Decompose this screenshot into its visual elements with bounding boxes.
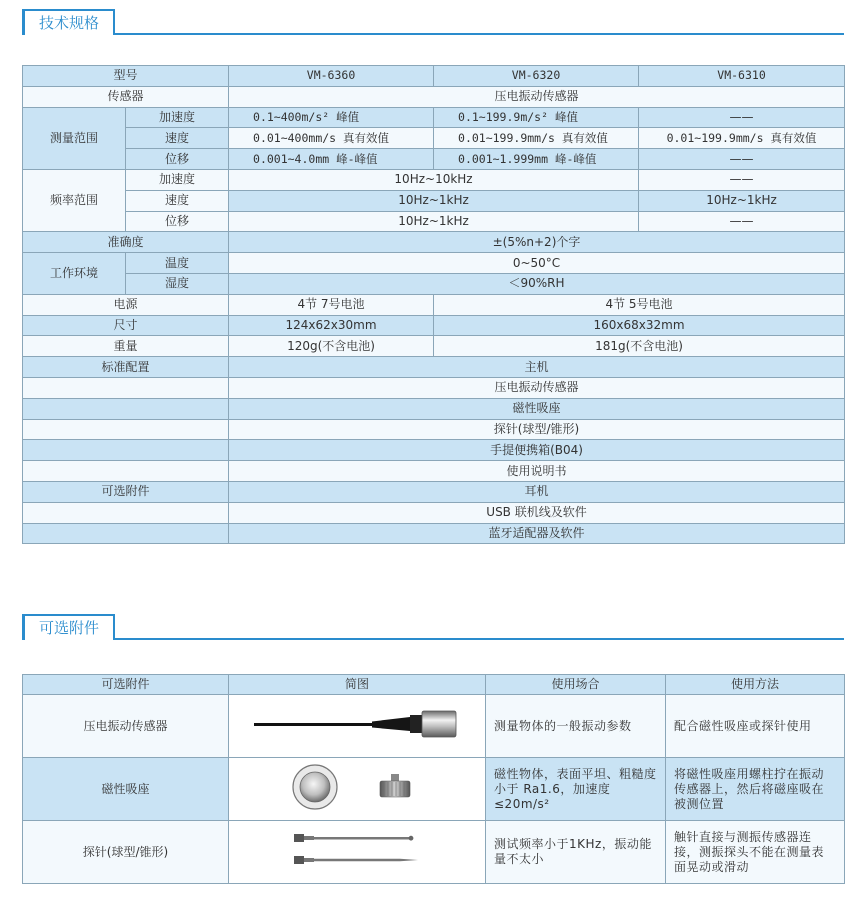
table-row — [23, 211, 845, 232]
column-header: 使用场合 — [486, 675, 666, 695]
table-row — [23, 107, 845, 128]
empty-cell — [23, 440, 229, 461]
table-row — [23, 66, 845, 87]
size-value: 160x68x32mm — [434, 315, 845, 336]
freq-displacement-value: —— — [639, 211, 845, 232]
measure-accel-value: —— — [639, 107, 845, 128]
table-row — [23, 336, 845, 357]
temperature-label: 温度 — [126, 253, 229, 274]
freq-velocity-value: 10Hz~1kHz — [229, 190, 639, 211]
measure-displacement-value: 0.001~1.999mm 峰-峰值 — [434, 149, 639, 170]
optional-item: 蓝牙适配器及软件 — [229, 523, 845, 544]
probe-icon — [292, 828, 422, 872]
freq-range-label: 频率范围 — [23, 169, 126, 231]
measure-velocity-value: 0.01~400mm/s 真有效值 — [229, 128, 434, 149]
table-row — [23, 315, 845, 336]
accessories-section-header — [22, 614, 844, 640]
accel-label: 加速度 — [126, 169, 229, 190]
accessory-usage: 磁性物体，表面平坦、粗糙度小于 Ra1.6，加速度≤20m/s² — [486, 758, 666, 821]
weight-label: 重量 — [23, 336, 229, 357]
measure-displacement-value: 0.001~4.0mm 峰-峰值 — [229, 149, 434, 170]
table-row — [23, 149, 845, 170]
table-row — [23, 232, 845, 253]
velocity-label: 速度 — [126, 190, 229, 211]
empty-cell — [23, 523, 229, 544]
table-row — [23, 357, 845, 378]
power-value: 4节 7号电池 — [229, 294, 434, 315]
table-row — [23, 821, 845, 884]
spec-section-header — [22, 9, 844, 35]
table-row — [23, 523, 845, 544]
weight-value: 181g(不含电池) — [434, 336, 845, 357]
displacement-label: 位移 — [126, 211, 229, 232]
model-name: VM-6360 — [229, 66, 434, 87]
freq-accel-value: 10Hz~10kHz — [229, 169, 639, 190]
table-row — [23, 294, 845, 315]
sensor-label: 传感器 — [23, 86, 229, 107]
table-row — [23, 419, 845, 440]
power-label: 电源 — [23, 294, 229, 315]
size-label: 尺寸 — [23, 315, 229, 336]
model-label: 型号 — [23, 66, 229, 87]
measure-velocity-value: 0.01~199.9mm/s 真有效值 — [639, 128, 845, 149]
column-header: 简图 — [229, 675, 486, 695]
standard-item: 主机 — [229, 357, 845, 378]
optional-item: USB 联机线及软件 — [229, 502, 845, 523]
standard-item: 磁性吸座 — [229, 398, 845, 419]
accessory-method: 配合磁性吸座或探针使用 — [666, 695, 845, 758]
freq-accel-value: —— — [639, 169, 845, 190]
spec-table — [22, 65, 845, 544]
empty-cell — [23, 502, 229, 523]
humidity-value: ＜90%RH — [229, 273, 845, 294]
standard-item: 使用说明书 — [229, 461, 845, 482]
vibration-sensor-icon — [252, 707, 462, 741]
temperature-value: 0~50°C — [229, 253, 845, 274]
humidity-label: 湿度 — [126, 273, 229, 294]
displacement-label: 位移 — [126, 149, 229, 170]
sensor-value: 压电振动传感器 — [229, 86, 845, 107]
accessory-picture-cell — [229, 695, 486, 758]
optional-item: 耳机 — [229, 481, 845, 502]
accessory-method: 触针直接与测振传感器连接，测振探头不能在测量表面晃动或滑动 — [666, 821, 845, 884]
measure-accel-value: 0.1~199.9m/s² 峰值 — [434, 107, 639, 128]
spec-section-title: 技术规格 — [22, 9, 115, 35]
table-row — [23, 440, 845, 461]
accuracy-label: 准确度 — [23, 232, 229, 253]
table-row — [23, 481, 845, 502]
table-row — [23, 461, 845, 482]
measure-accel-value: 0.1~400m/s² 峰值 — [229, 107, 434, 128]
standard-config-label: 标准配置 — [23, 357, 229, 378]
table-row — [23, 253, 845, 274]
spec-section-divider — [22, 33, 844, 35]
table-row — [23, 758, 845, 821]
accessory-name: 磁性吸座 — [23, 758, 229, 821]
table-row — [23, 128, 845, 149]
velocity-label: 速度 — [126, 128, 229, 149]
accessory-usage: 测试频率小于1KHz，振动能量不太小 — [486, 821, 666, 884]
accessory-method: 将磁性吸座用螺柱拧在振动传感器上，然后将磁座吸在被测位置 — [666, 758, 845, 821]
table-row — [23, 695, 845, 758]
model-name: VM-6310 — [639, 66, 845, 87]
empty-cell — [23, 461, 229, 482]
freq-displacement-value: 10Hz~1kHz — [229, 211, 639, 232]
accessory-usage: 测量物体的一般振动参数 — [486, 695, 666, 758]
weight-value: 120g(不含电池) — [229, 336, 434, 357]
accel-label: 加速度 — [126, 107, 229, 128]
table-row — [23, 190, 845, 211]
measure-range-label: 测量范围 — [23, 107, 126, 169]
accessory-name: 探针(球型/锥形) — [23, 821, 229, 884]
measure-displacement-value: —— — [639, 149, 845, 170]
table-row — [23, 273, 845, 294]
accessory-picture-cell — [229, 758, 486, 821]
standard-item: 探针(球型/锥形) — [229, 419, 845, 440]
accessories-section-title: 可选附件 — [22, 614, 115, 640]
column-header: 可选附件 — [23, 675, 229, 695]
empty-cell — [23, 377, 229, 398]
accessories-table — [22, 674, 845, 884]
power-value: 4节 5号电池 — [434, 294, 845, 315]
standard-item: 手提便携箱(B04) — [229, 440, 845, 461]
magnetic-base-icon — [287, 762, 427, 812]
environment-label: 工作环境 — [23, 253, 126, 295]
standard-item: 压电振动传感器 — [229, 377, 845, 398]
table-row — [23, 377, 845, 398]
accessory-picture-cell — [229, 821, 486, 884]
size-value: 124x62x30mm — [229, 315, 434, 336]
accuracy-value: ±(5%n+2)个字 — [229, 232, 845, 253]
freq-velocity-value: 10Hz~1kHz — [639, 190, 845, 211]
table-row — [23, 502, 845, 523]
empty-cell — [23, 398, 229, 419]
table-header-row — [23, 675, 845, 695]
empty-cell — [23, 419, 229, 440]
column-header: 使用方法 — [666, 675, 845, 695]
accessories-section-divider — [22, 638, 844, 640]
model-name: VM-6320 — [434, 66, 639, 87]
accessory-name: 压电振动传感器 — [23, 695, 229, 758]
table-row — [23, 398, 845, 419]
table-row — [23, 86, 845, 107]
optional-accessories-label: 可选附件 — [23, 481, 229, 502]
measure-velocity-value: 0.01~199.9mm/s 真有效值 — [434, 128, 639, 149]
table-row — [23, 169, 845, 190]
